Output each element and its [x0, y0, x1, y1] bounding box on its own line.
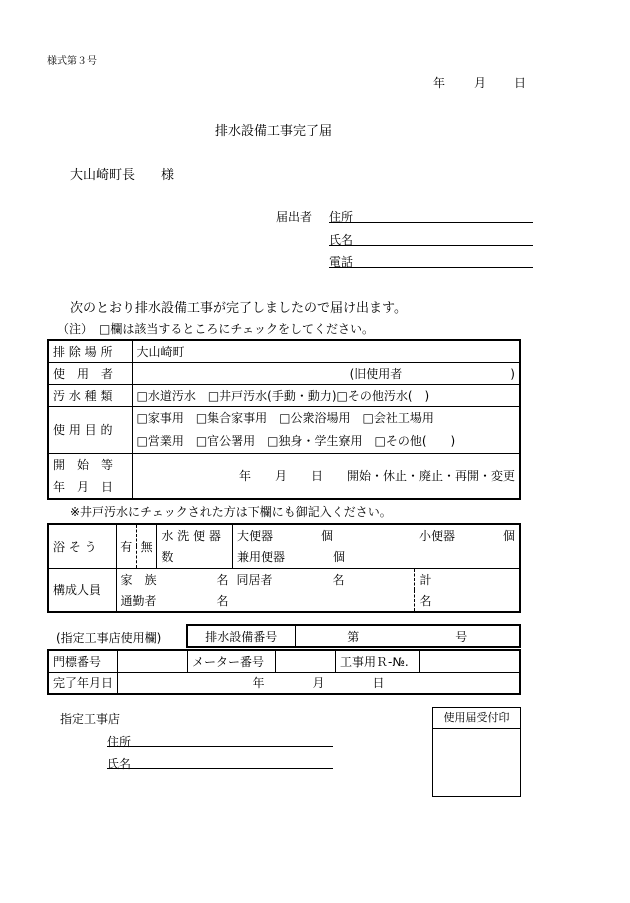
members-label: 構成人員 [48, 568, 116, 612]
contractor-address-label: 住所 [107, 735, 132, 749]
date-month: 月 [474, 76, 487, 90]
usage-purpose-line1[interactable]: □家事用 □集合家事用 □公衆浴場用 □会社工場用 [136, 410, 434, 425]
contractor-name-line[interactable] [107, 768, 333, 769]
start-date-label [48, 453, 132, 499]
bath-no[interactable]: 無 [136, 524, 156, 568]
completion-date-value[interactable]: 年 月 日 [118, 672, 520, 694]
family-count[interactable]: 家 族 名 [116, 568, 233, 590]
page-title: 排水設備工事完了届 [215, 124, 333, 139]
reception-stamp-label: 使用届受付印 [433, 708, 520, 729]
contractor-use-header: (指定工事店使用欄) [56, 631, 162, 645]
applicant-name-line[interactable] [329, 245, 533, 246]
date-year: 年 [433, 76, 446, 90]
completion-date-label: 完了年月日 [48, 672, 118, 694]
meter-number-label: メーター番号 [188, 650, 276, 672]
contractor-address-line[interactable] [107, 746, 333, 747]
applicant-address-line[interactable] [329, 222, 533, 223]
intro-text: 次のとおり排水設備工事が完了しましたので届け出ます。 [70, 301, 407, 316]
applicant-phone-line[interactable] [329, 267, 533, 268]
start-date-label-1: 開 始 等 [53, 457, 114, 472]
work-number-field[interactable] [420, 650, 520, 672]
facility-number-value[interactable]: 第 号 [295, 625, 520, 647]
meter-number-field[interactable] [276, 650, 336, 672]
commuter-count[interactable]: 通勤者 名 [116, 590, 233, 612]
cohabitant-count[interactable]: 同居者 名 [233, 568, 415, 590]
applicant-label: 届出者 [276, 210, 313, 224]
gate-number-field[interactable] [118, 650, 188, 672]
well-table [47, 523, 521, 613]
work-number-label: 工事用Ｒ-№. [336, 650, 420, 672]
applicant-address-label: 住所 [329, 210, 354, 224]
usage-purpose-label: 使 用 目 的 [48, 406, 132, 453]
gate-number-label: 門標番号 [48, 650, 118, 672]
commuter-spacer [233, 590, 415, 612]
reception-stamp-box[interactable] [432, 707, 521, 797]
bath-yes[interactable]: 有 [116, 524, 136, 568]
toilet-label-1: 水 洗 便 器 [157, 524, 233, 546]
start-date-value[interactable]: 年 月 日 開始・休止・廃止・再開・変更 [132, 453, 520, 499]
facility-number-label: 排水設備番号 [187, 625, 295, 647]
total-label: 計 [415, 568, 520, 590]
main-table [47, 339, 521, 500]
addressee: 大山崎町長 様 [70, 168, 175, 183]
large-toilet[interactable]: 大便器 個 [233, 524, 415, 546]
toilet-label-2: 数 [157, 546, 233, 568]
usage-purpose-line2[interactable]: □営業用 □官公署用 □独身・学生寮用 □その他( ) [136, 433, 456, 448]
discharge-place-value[interactable]: 大山崎町 [132, 340, 520, 362]
facility-number-table [186, 624, 521, 648]
sewage-type-label: 汚 水 種 類 [48, 384, 132, 406]
combined-toilet[interactable]: 兼用便器 個 [233, 546, 520, 568]
applicant-name-label: 氏名 [329, 233, 354, 247]
total-unit[interactable]: 名 [415, 590, 520, 612]
discharge-place-label: 排 除 場 所 [48, 340, 132, 362]
sewage-type-options[interactable]: □水道汚水 □井戸汚水(手動・動力)□その他汚水( ) [132, 384, 520, 406]
contractor-label: 指定工事店 [60, 712, 121, 726]
contractor-name-label: 氏名 [107, 757, 132, 771]
start-date-label-2: 年 月 日 [53, 479, 114, 494]
date-day: 日 [514, 76, 527, 90]
usage-purpose-options[interactable] [132, 406, 520, 453]
well-note: ※井戸汚水にチェックされた方は下欄にも御記入ください。 [70, 505, 392, 519]
form-number: 様式第３号 [47, 56, 97, 67]
user-label: 使 用 者 [48, 362, 132, 384]
small-toilet[interactable]: 小便器 個 [415, 524, 520, 546]
contractor-table [47, 649, 521, 695]
applicant-phone-label: 電話 [329, 255, 354, 269]
note-text: （注） □欄は該当するところにチェックをしてください。 [57, 322, 374, 336]
user-value[interactable]: (旧使用者 ) [132, 362, 520, 384]
bath-label: 浴 そ う [48, 524, 116, 568]
